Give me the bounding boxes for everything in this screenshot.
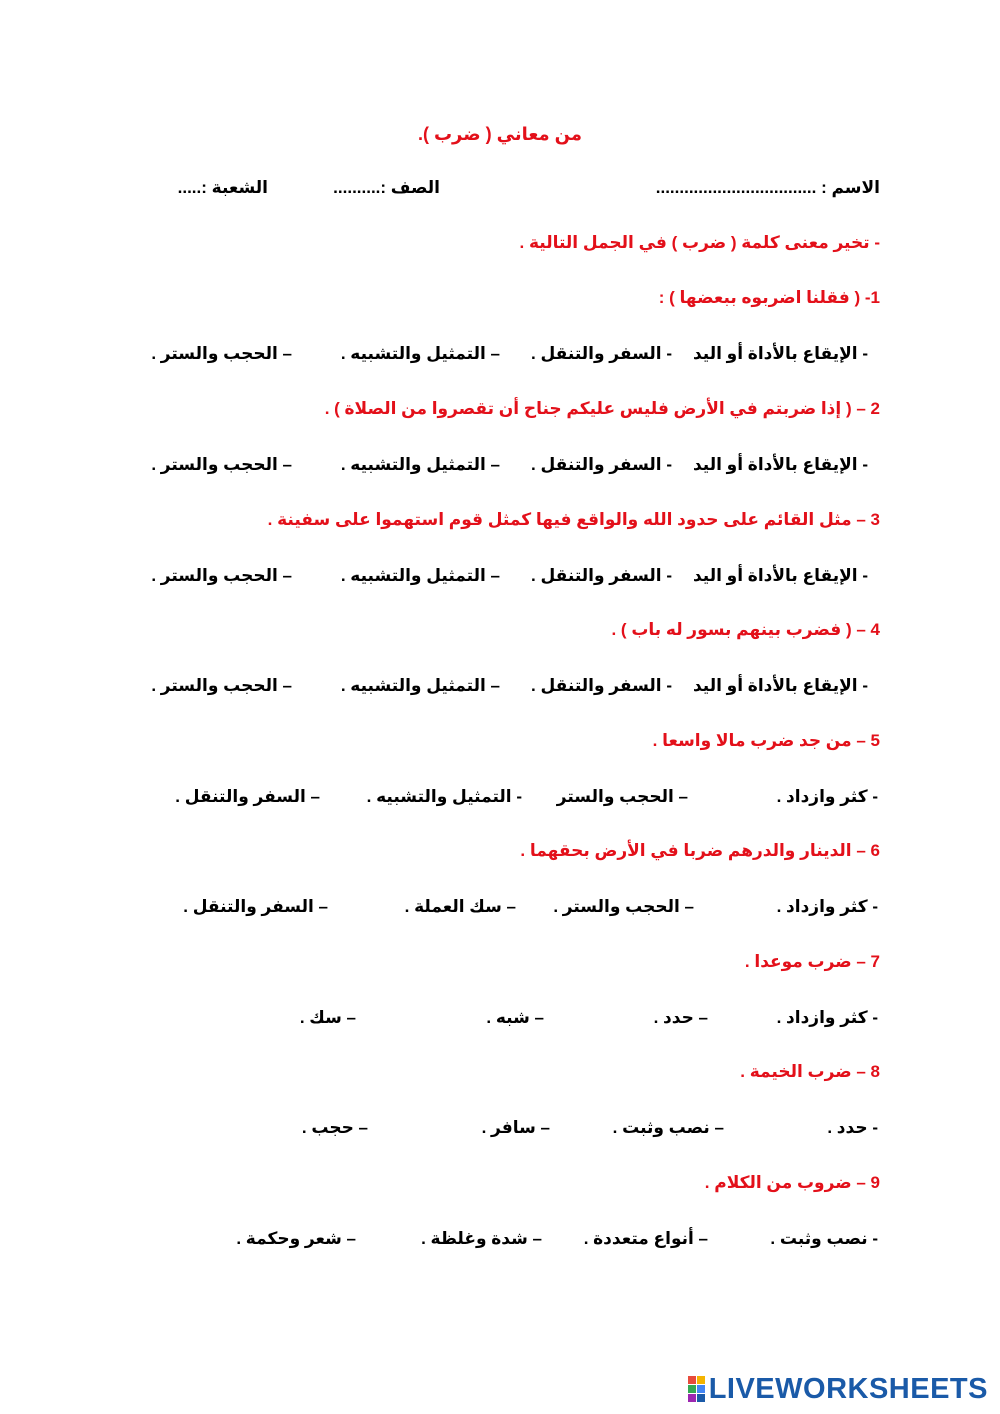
option: - السفر والتنقل . [531,344,672,363]
option: – الحجب والستر . [151,676,292,695]
instruction-text: - تخير معنى كلمة ( ضرب ) في الجمل التالية . [519,233,880,252]
liveworksheets-logo-icon [688,1376,705,1402]
option: - كثر وازداد . [776,1008,878,1027]
option: - الإيقاع بالأداة أو اليد [692,676,868,695]
option: – التمثيل والتشبيه . [340,676,500,695]
question-6: 6 – الدينار والدرهم ضربا في الأرض بحقهما . [520,841,880,860]
question-3: 3 – مثل القائم على حدود الله والواقع فيها كمثل قوم استهموا على سفينة . [267,510,880,529]
option: – نصب وثبت . [612,1118,724,1137]
option: – الحجب والستر [556,787,688,806]
option: – سافر . [481,1118,550,1137]
option: - السفر والتنقل . [531,676,672,695]
section-field-label: الشعبة :..... [177,178,268,197]
option: – السفر والتنقل . [183,897,328,916]
option: - السفر والتنقل . [531,566,672,585]
option: – التمثيل والتشبيه . [340,455,500,474]
option: - الإيقاع بالأداة أو اليد [692,344,868,363]
question-4: 4 – ( فضرب بينهم بسور له باب ) . [611,620,880,639]
logo-text: LIVEWORKSHEETS [708,1372,988,1405]
question-2: 2 – ( إذا ضربتم في الأرض فليس عليكم جناح أن تقصروا من الصلاة ) . [324,399,880,418]
option: - التمثيل والتشبيه . [366,787,522,806]
option: – الحجب والستر . [151,566,292,585]
question-8: 8 – ضرب الخيمة . [740,1062,880,1081]
option: – التمثيل والتشبيه . [340,566,500,585]
class-field-label: الصف :.......... [333,178,440,197]
question-5: 5 – من جد ضرب مالا واسعا . [652,731,880,750]
option: - الإيقاع بالأداة أو اليد [692,566,868,585]
question-7: 7 – ضرب موعدا . [744,952,880,971]
option: - نصب وثبت . [770,1229,878,1248]
name-field-label: الاسم : .................................. [655,178,880,197]
option: – التمثيل والتشبيه . [340,344,500,363]
option: – الحجب والستر . [553,897,694,916]
question-1: 1- ( فقلنا اضربوه ببعضها ) : [658,288,880,307]
option: – الحجب والستر . [151,344,292,363]
option: – حدد . [653,1008,708,1027]
option: - حدد . [827,1118,878,1137]
option: – شدة وغلظة . [421,1229,542,1248]
option: – السفر والتنقل . [175,787,320,806]
option: – شعر وحكمة . [236,1229,356,1248]
option: – سك العملة . [404,897,516,916]
option: - كثر وازداد . [776,787,878,806]
liveworksheets-logo [688,1374,988,1404]
option: - كثر وازداد . [776,897,878,916]
option: – الحجب والستر . [151,455,292,474]
option: – أنواع متعددة . [583,1229,708,1248]
worksheet-title: من معاني ( ضرب ). [417,124,583,144]
option: - الإيقاع بالأداة أو اليد [692,455,868,474]
option: - السفر والتنقل . [531,455,672,474]
question-9: 9 – ضروب من الكلام . [704,1173,880,1192]
option: – شبه . [486,1008,544,1027]
option: – سك . [299,1008,356,1027]
option: – حجب . [301,1118,368,1137]
